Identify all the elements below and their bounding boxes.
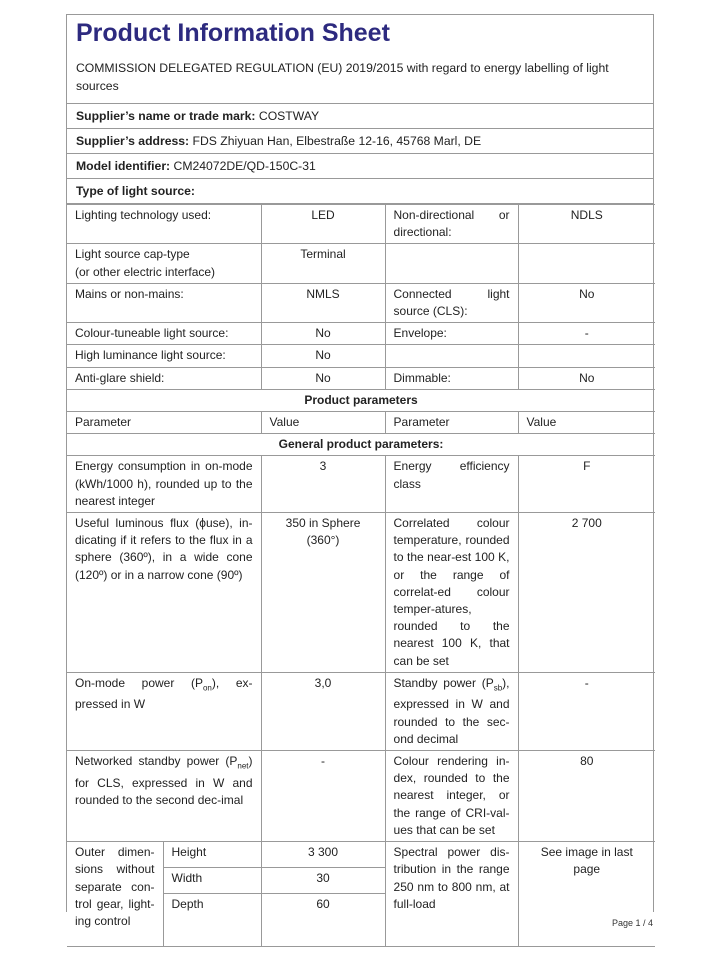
width-label: Width [163,868,261,894]
parameter-cell [67,751,261,842]
parameter-cell: Energy efficiency class [385,456,518,513]
product-parameters-heading: Product parameters [67,389,655,411]
parameter-cell: Lighting technology used: [67,205,261,244]
value-cell: No [518,367,655,389]
value-cell: See image in last page [518,842,655,947]
value-cell: Terminal [261,244,385,283]
width-value: 30 [261,868,385,894]
value-cell: 3,0 [261,672,385,750]
supplier-address-value: FDS Zhiyuan Han, Elbestraße 12-16, 45768 Marl, DE [192,134,482,148]
depth-label: Depth [163,894,261,947]
standby-text-a: Standby power (P [393,675,494,690]
parameter-cell [385,672,518,750]
table-row [67,412,655,434]
cap-type-label: Light source cap-type [75,247,190,262]
table-row [67,283,655,322]
column-header: Value [518,412,655,434]
type-heading: Type of light source: [76,184,195,198]
parameter-cell: Colour-tuneable light source: [67,323,261,345]
supplier-address-row [67,129,653,154]
regulation-text: COMMISSION DELEGATED REGULATION (EU) 2019/2015 with regard to energy labelling of light sources [67,53,653,104]
value-cell: No [261,323,385,345]
height-label: Height [163,842,261,868]
value-cell [518,345,655,367]
value-cell: - [261,751,385,842]
parameter-cell: Envelope: [385,323,518,345]
standby-text-b: ), expressed in W and rounded to the sec-ond decimal [393,675,510,746]
table-row [67,244,655,283]
parameter-cell: Colour rendering in-dex, rounded to the nearest integer, or the range of CRI-val-ues that can be set [385,751,518,842]
parameter-cell: Non-directional or directional: [385,205,518,244]
table-row [67,389,655,411]
supplier-address-label: Supplier’s address: [76,134,190,148]
parameter-cell: Dimmable: [385,367,518,389]
table-row [67,456,655,513]
networked-text-b: ) for CLS, expressed in W and rounded to the second dec-imal [75,754,253,807]
table-row [67,345,655,367]
value-cell: - [518,323,655,345]
column-header: Parameter [385,412,518,434]
column-header: Value [261,412,385,434]
table-row [67,367,655,389]
model-identifier-row [67,154,653,179]
outer-dimensions-label: Outer dimen-sions without separate con-trol gear, light-ing control [67,842,163,947]
parameter-cell: Mains or non-mains: [67,283,261,322]
parameter-cell [385,244,518,283]
supplier-name-row [67,104,653,129]
parameter-cell: Connected light source (CLS): [385,283,518,322]
type-heading-row [67,179,653,204]
column-header: Parameter [67,412,261,434]
value-cell: NDLS [518,205,655,244]
table-row [67,434,655,456]
value-cell: F [518,456,655,513]
parameter-cell: Spectral power dis-tribution in the range 250 nm to 800 nm, at full-load [385,842,518,947]
cap-type-sublabel: (or other electric interface) [75,264,216,279]
parameter-cell: Useful luminous flux (ϕuse), in-dicating if it refers to the flux in a sphere (360º), in a wide cone (120º) or in a narrow cone (90º) [67,513,261,673]
table-row [67,672,655,750]
parameter-cell: Energy consumption in on-mode (kWh/1000 h), rounded up to the nearest integer [67,456,261,513]
value-cell: No [261,345,385,367]
parameters-table [67,204,655,947]
model-identifier-label: Model identifier: [76,159,171,173]
page-title: Product Information Sheet [76,19,390,47]
value-cell: 350 in Sphere (360°) [261,513,385,673]
onmode-subscript: on [202,683,212,693]
page-number: Page 1 / 4 [611,918,653,928]
parameter-cell [67,244,261,283]
table-row [67,323,655,345]
parameter-cell [67,672,261,750]
onmode-text-a: On-mode power (P [75,675,203,690]
value-cell: NMLS [261,283,385,322]
value-cell: No [518,283,655,322]
value-cell: 80 [518,751,655,842]
value-cell: - [518,672,655,750]
value-cell [518,244,655,283]
table-row [67,513,655,673]
value-cell: No [261,367,385,389]
networked-subscript: net [237,761,249,771]
value-cell: 3 [261,456,385,513]
height-value: 3 300 [261,842,385,868]
table-row [67,205,655,244]
table-row [67,842,655,868]
value-cell: LED [261,205,385,244]
depth-value: 60 [261,894,385,947]
value-cell: 2 700 [518,513,655,673]
parameter-cell: Anti-glare shield: [67,367,261,389]
networked-text-a: Networked standby power (P [75,754,238,769]
parameter-cell: Correlated colour temperature, rounded to the near-est 100 K, or the range of correlat-ed colour temper-atures, rounded to the nearest 100 K, that can be set [385,513,518,673]
onmode-text-b: ), ex-pressed in W [75,675,253,712]
parameter-cell [385,345,518,367]
parameter-cell: High luminance light source: [67,345,261,367]
model-identifier-value: CM24072DE/QD-150C-31 [173,159,316,173]
supplier-name-label: Supplier’s name or trade mark: [76,109,256,123]
table-row [67,751,655,842]
standby-subscript: sb [493,683,503,693]
supplier-name-value: COSTWAY [258,109,320,123]
general-parameters-heading: General product parameters: [67,434,655,456]
